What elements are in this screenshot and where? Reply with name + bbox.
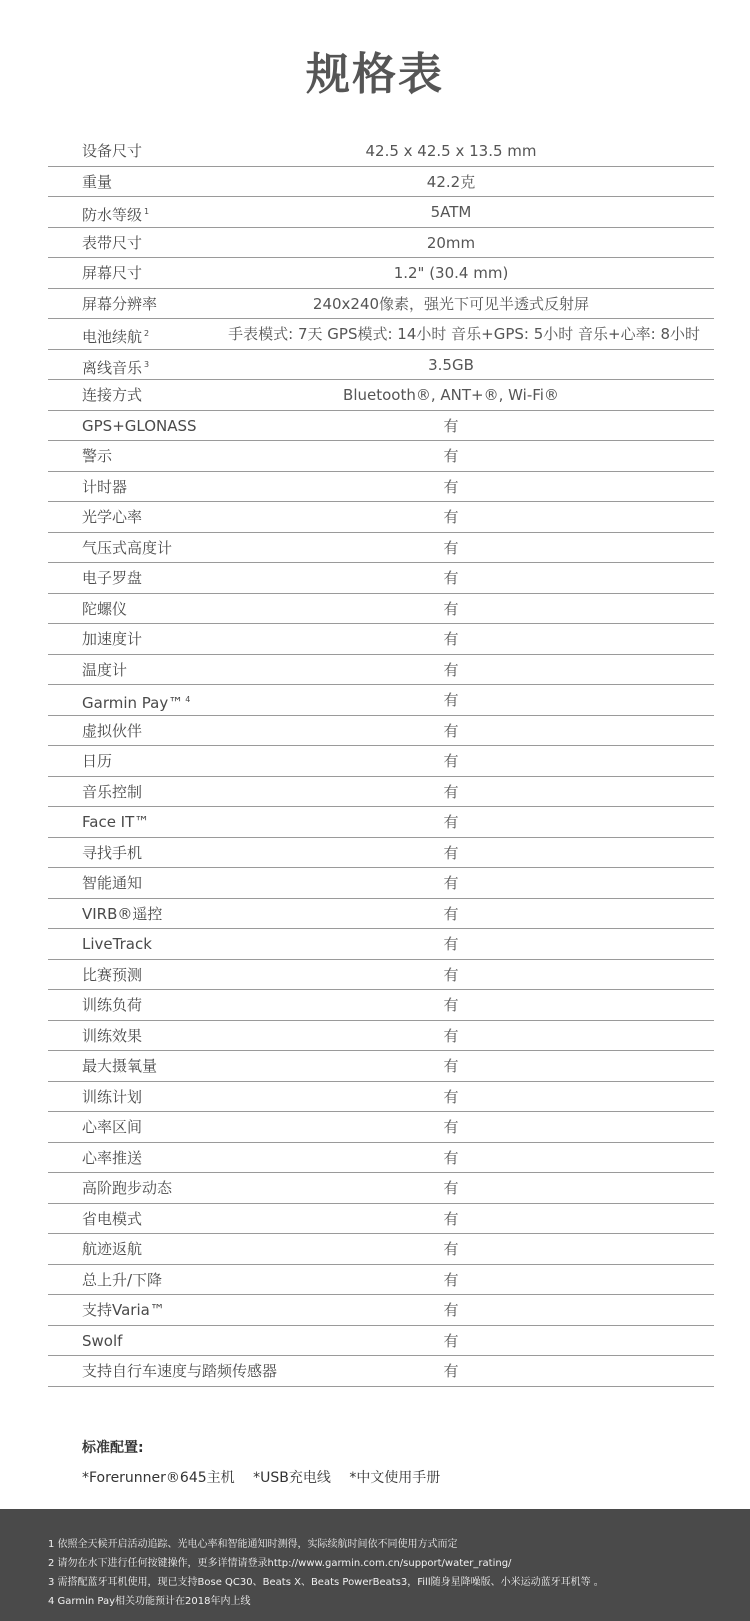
footnote-marker: 2 [144,329,150,338]
spec-value: 有 [443,1301,459,1319]
spec-label-text: 智能通知 [82,874,143,892]
spec-label [48,441,228,471]
spec-row [48,990,714,1021]
spec-value: 240x240像素，强光下可见半透式反射屏 [312,294,590,313]
spec-label [48,777,228,807]
spec-label [48,624,228,654]
spec-value: 有 [443,721,459,740]
spec-label [48,594,228,624]
spec-label-text: 警示 [82,447,113,465]
footnote: 2 请勿在水下进行任何按键操作，更多详情请登录http://www.garmin.com.cn/support/water_rating/ [48,1558,512,1569]
spec-label-text: 训练效果 [82,1026,143,1045]
spec-label-text: Garmin Pay™ [82,694,184,712]
spec-row [48,1173,714,1204]
spec-row [48,594,714,625]
spec-row [48,197,714,228]
spec-value: 有 [443,508,459,526]
spec-value: 5ATM [430,203,472,221]
spec-value: 有 [443,1331,459,1350]
spec-label-text: 总上升/下降 [82,1270,163,1289]
spec-label [48,472,228,502]
spec-value: 有 [443,1270,459,1289]
spec-row [48,624,714,655]
footnote: 1 依照全天候开启活动追踪、光电心率和智能通知时测得，实际续航时间依不同使用方式而定 [48,1539,458,1550]
spec-label-text: 支持Varia™ [82,1301,165,1319]
spec-label [48,1173,228,1203]
spec-label [48,1021,228,1051]
page-title: 规格表 [306,49,444,100]
spec-value: 有 [443,1179,459,1197]
spec-value: 有 [443,904,459,923]
spec-value: 1.2" (30.4 mm) [393,264,509,282]
spec-row [48,228,714,259]
spec-label-text: 日历 [82,752,113,770]
config-item: *USB充电线 [253,1470,331,1486]
spec-label-text: 重量 [82,172,113,191]
spec-label-text: 训练负荷 [82,996,143,1014]
spec-label-text: 比赛预测 [82,965,143,984]
spec-row [48,380,714,411]
spec-value: 有 [443,874,459,892]
spec-row [48,167,714,198]
spec-label-text: 连接方式 [82,386,143,404]
spec-row [48,411,714,442]
spec-row [48,441,714,472]
spec-value: 有 [443,1362,459,1380]
spec-label [48,1326,228,1356]
spec-label-text: LiveTrack [82,935,152,953]
spec-label-text: 表带尺寸 [82,233,143,252]
spec-label [48,716,228,746]
spec-label-text: 光学心率 [82,508,143,526]
spec-value: 有 [443,1087,459,1106]
spec-label [48,929,228,959]
spec-value: 有 [443,752,459,770]
spec-label-text: 计时器 [82,477,128,496]
spec-row [48,868,714,899]
spec-value: 42.2克 [426,172,476,191]
footnote-marker: 3 [144,359,150,369]
spec-label [48,1051,228,1081]
spec-label [48,1143,228,1173]
spec-row [48,1051,714,1082]
spec-label [48,868,228,898]
spec-label [48,807,228,837]
spec-row [48,1112,714,1143]
spec-label-text: 加速度计 [82,630,143,648]
spec-label [48,289,228,319]
spec-value: 有 [443,1209,459,1228]
spec-value: Bluetooth®, ANT+®, Wi-Fi® [343,386,559,404]
spec-value: 有 [443,691,459,709]
spec-label [48,563,228,593]
spec-row [48,1356,714,1387]
spec-value: 有 [443,1148,459,1167]
spec-row [48,289,714,320]
spec-label [48,258,228,288]
spec-value: 20mm [426,233,476,252]
spec-value: 有 [443,1118,459,1136]
spec-label [48,1204,228,1234]
spec-row [48,1234,714,1265]
spec-label [48,350,228,380]
spec-row [48,1265,714,1296]
spec-label-text: 训练计划 [82,1087,143,1106]
spec-label [48,502,228,532]
standard-config [82,1438,454,1488]
spec-label [48,960,228,990]
spec-label-text: 虚拟伙伴 [82,721,143,740]
spec-value: 有 [443,935,459,953]
spec-label [48,380,228,410]
spec-label-text: Face IT™ [82,813,150,831]
spec-value: 有 [443,996,459,1014]
config-items [82,1468,454,1488]
spec-table [48,136,714,1387]
spec-label [48,685,228,715]
spec-row [48,838,714,869]
spec-label-text: 最大摄氧量 [82,1057,158,1075]
footnote: 3 需搭配蓝牙耳机使用，现已支持Bose QC30、Beats X、Beats PowerBeats3，Fill随身星降噪版、小米运动蓝牙耳机等 。 [48,1577,604,1588]
spec-label [48,319,228,349]
spec-label [48,1112,228,1142]
spec-value: 手表模式: 7天 GPS模式: 14小时 音乐+GPS: 5小时 音乐+心率: 8小时 [228,325,700,343]
spec-row [48,655,714,686]
spec-label-text: 航迹返航 [82,1240,143,1258]
config-item: *Forerunner®645主机 [82,1470,235,1486]
footnotes-panel [0,1509,750,1621]
spec-row [48,1143,714,1174]
spec-label [48,136,228,166]
spec-label-text: 防水等级 [82,206,143,224]
spec-label [48,1295,228,1325]
spec-row [48,350,714,381]
spec-label-text: Swolf [82,1331,123,1350]
spec-row [48,777,714,808]
spec-row [48,533,714,564]
spec-value: 有 [443,1240,459,1258]
spec-row [48,502,714,533]
spec-label [48,899,228,929]
spec-value: 有 [443,447,459,465]
spec-value: 42.5 x 42.5 x 13.5 mm [365,142,537,160]
spec-label-text: 心率推送 [82,1148,143,1167]
spec-row [48,716,714,747]
spec-label [48,746,228,776]
spec-value: 3.5GB [428,355,474,374]
spec-label-text: 支持自行车速度与踏频传感器 [82,1362,278,1380]
spec-row [48,1082,714,1113]
spec-row [48,929,714,960]
spec-row [48,258,714,289]
spec-row [48,1021,714,1052]
spec-label-text: 电池续航 [82,328,143,346]
spec-value: 有 [443,630,459,648]
spec-label-text: 温度计 [82,660,128,679]
spec-row [48,960,714,991]
spec-row [48,1204,714,1235]
spec-label-text: GPS+GLONASS [82,416,197,435]
spec-value: 有 [443,1057,459,1075]
spec-row [48,746,714,777]
spec-value: 有 [443,1026,459,1045]
spec-label-text: 高阶跑步动态 [82,1179,173,1197]
spec-label-text: 屏幕分辨率 [82,294,158,313]
spec-label-text: 气压式高度计 [82,538,173,557]
spec-label-text: 陀螺仪 [82,599,128,618]
spec-label-text: 离线音乐 [82,358,143,377]
config-title: 标准配置: [82,1440,144,1456]
spec-label [48,533,228,563]
spec-value: 有 [443,843,459,862]
spec-label-text: 屏幕尺寸 [82,264,143,282]
spec-value: 有 [443,538,459,557]
spec-label [48,411,228,441]
spec-label-text: VIRB®遥控 [82,904,163,923]
spec-value: 有 [443,416,459,435]
footnote-marker: 4 [185,695,191,704]
spec-label [48,990,228,1020]
footnote-marker: 1 [144,207,150,216]
spec-value: 有 [443,569,459,587]
spec-value: 有 [443,599,459,618]
spec-value: 有 [443,660,459,679]
spec-row [48,807,714,838]
spec-row [48,1326,714,1357]
spec-label-text: 设备尺寸 [82,142,143,160]
spec-row [48,472,714,503]
spec-label-text: 省电模式 [82,1209,143,1228]
spec-row [48,319,714,350]
spec-label [48,655,228,685]
spec-label-text: 电子罗盘 [82,569,143,587]
spec-label [48,1265,228,1295]
spec-row [48,136,714,167]
spec-label [48,228,228,258]
spec-label [48,1234,228,1264]
spec-value: 有 [443,782,459,801]
spec-label-text: 音乐控制 [82,782,143,801]
config-item: *中文使用手册 [349,1470,441,1486]
spec-row [48,899,714,930]
spec-value: 有 [443,965,459,984]
spec-label [48,1356,278,1386]
spec-label-text: 心率区间 [82,1118,143,1136]
footnote: 4 Garmin Pay相关功能预计在2018年内上线 [48,1596,251,1607]
spec-row [48,1295,714,1326]
spec-value: 有 [443,813,459,831]
spec-value: 有 [443,477,459,496]
spec-label [48,838,228,868]
spec-label [48,1082,228,1112]
spec-row [48,563,714,594]
spec-row [48,685,714,716]
spec-label [48,167,228,197]
spec-label-text: 寻找手机 [82,843,143,862]
spec-label [48,197,228,227]
